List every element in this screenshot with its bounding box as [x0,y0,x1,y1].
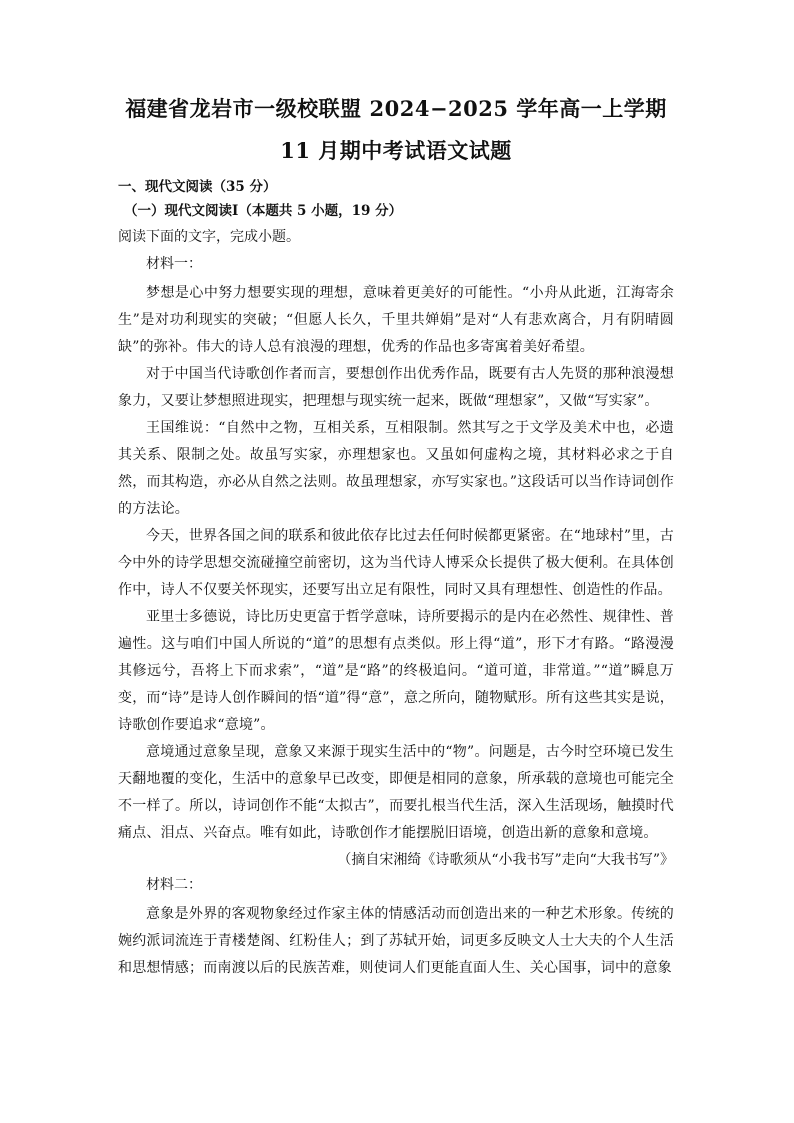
document-title-line2: 11 月期中考试语文试题 [280,138,512,163]
material1-paragraph: 对于中国当代诗歌创作者而言，要想创作出优秀作品，既要有古人先贤的那种浪漫想象力，又要让梦想照进现实，把理想与现实统一起来，既做“理想家”，又做“写实家”。 [118,366,674,409]
material1-label: 材料一： [146,256,202,272]
material2-paragraph: 意象是外界的客观物象经过作家主体的情感活动而创造出来的一种艺术形象。传统的婉约派词流连于青楼楚阁、红粉佳人；到了苏轼开始，词更多反映文人士大夫的个人生活和思想情感；而南渡以后的民族苦难，则使词人们更能直面人生、关心国事，词中的意象 [118,906,674,976]
reading-instruction: 阅读下面的文字，完成小题。 [118,229,300,245]
material1-paragraph: 梦想是心中努力想要实现的理想，意味着更美好的可能性。“小舟从此逝，江海寄余生”是对功利现实的突破；“但愿人长久，千里共婵娟”是对“人有悲欢离合，月有阴晴圆缺”的弥补。伟大的诗人总有浪漫的理想，优秀的作品也多寄寓着美好希望。 [118,285,674,355]
material1-paragraph: 亚里士多德说，诗比历史更富于哲学意味，诗所要揭示的是内在必然性、规律性、普遍性。这与咱们中国人所说的“道”的思想有点类似。形上得“道”，形下才有路。“路漫漫其修远兮，吾将上下而求索”，“道”是“路”的终极追问。“道可道，非常道。”“道”瞬息万变，而“诗”是诗人创作瞬间的悟“道”得“意”，意之所向，随物赋形。所有这些其实是说，诗歌创作要追求“意境”。 [118,609,674,733]
material2-label: 材料二： [146,877,202,893]
subsection-heading: （一）现代文阅读Ⅰ（本题共 5 小题，19 分） [124,203,403,219]
material1-paragraph: 今天，世界各国之间的联系和彼此依存比过去任何时候都更紧密。在“地球村”里，古今中外的诗学思想交流碰撞空前密切，这为当代诗人博采众长提供了极大便利。在具体创作中，诗人不仅要关怀现实，还要写出立足有限性，同时又具有理想性、创造性的作品。 [118,528,674,598]
material1-paragraph: 王国维说：“自然中之物，互相关系，互相限制。然其写之于文学及美术中也，必遗其关系、限制之处。故虽写实家，亦理想家也。又虽如何虚构之境，其材料必求之于自然，而其构造，亦必从自然之法则。故虽理想家，亦写实家也。”这段话可以当作诗词创作的方法论。 [118,420,674,517]
material1-source: （摘自宋湘绮《诗歌须从“小我书写”走向“大我书写”》 [337,852,674,868]
section-heading: 一、现代文阅读（35 分） [118,179,277,195]
document-title-line1: 福建省龙岩市一级校联盟 2024−2025 学年高一上学期 [125,96,667,121]
material1-paragraph: 意境通过意象呈现，意象又来源于现实生活中的“物”。问题是，古今时空环境已发生天翻地覆的变化，生活中的意象早已改变，即便是相同的意象，所承载的意境也可能完全不一样了。所以，诗词创作不能“太拟古”，而要扎根当代生活，深入生活现场，触摸时代痛点、泪点、兴奋点。唯有如此，诗歌创作才能摆脱旧语境，创造出新的意象和意境。 [118,744,674,841]
